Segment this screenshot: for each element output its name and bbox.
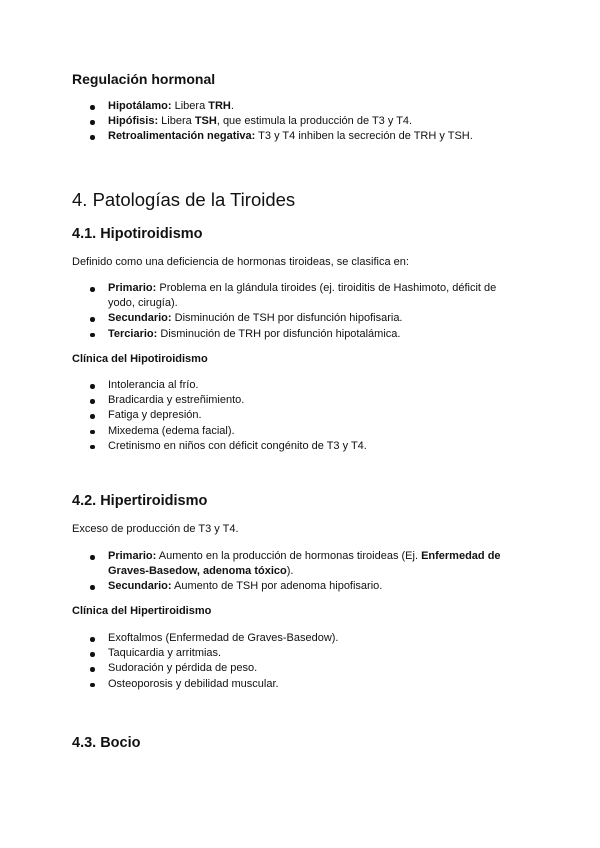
heading-clinica-hipo: Clínica del Hipotiroidismo [72, 353, 208, 365]
list-item [72, 114, 512, 129]
item-text: Libera [158, 115, 195, 128]
heading-hipotiroidismo: 4.1. Hipotiroidismo [72, 226, 203, 242]
item-text: Disminución de TSH por disfunción hipofisaria. [171, 312, 403, 325]
item-label: Secundario: [108, 312, 172, 325]
item-label: Primario: [108, 550, 157, 562]
item-label: Hipotálamo: [108, 100, 172, 112]
item-bold: TRH [208, 100, 231, 112]
item-text: , que estimula la producción de T3 y T4. [216, 115, 413, 128]
regulacion-list [72, 99, 512, 145]
item-label: Hipófisis: [108, 115, 159, 128]
hipo-intro: Definido como una deficiencia de hormonas tiroideas, se clasifica en: [72, 256, 409, 268]
list-item [72, 549, 512, 579]
list-item: Osteoporosis y debilidad muscular. [72, 677, 512, 692]
item-text: T3 y T4 inhiben la secreción de TRH y TSH. [255, 130, 473, 143]
hiper-types-list [72, 549, 512, 595]
item-text: Libera [171, 100, 209, 112]
heading-section-4: 4. Patologías de la Tiroides [72, 189, 296, 210]
item-text: Aumento de TSH por adenoma hipofisario. [171, 580, 383, 593]
item-label: Primario: [108, 282, 157, 294]
item-label: Terciario: [108, 327, 158, 340]
heading-regulacion-hormonal: Regulación hormonal [72, 71, 216, 87]
heading-bocio: 4.3. Bocio [72, 735, 141, 751]
list-item [72, 311, 512, 326]
list-item [72, 99, 512, 114]
list-item [72, 129, 512, 144]
item-label: Retroalimentación negativa: [108, 130, 256, 143]
heading-hipertiroidismo: 4.2. Hipertiroidismo [72, 493, 208, 509]
item-text: Disminución de TRH por disfunción hipotalámica. [157, 327, 401, 340]
item-text: Aumento en la producción de hormonas tiroideas (Ej. [156, 550, 422, 562]
list-item: Exoftalmos (Enfermedad de Graves-Basedow). [72, 631, 512, 646]
list-item: Intolerancia al frío. [72, 378, 512, 393]
item-text: . [230, 100, 234, 112]
list-item: Sudoración y pérdida de peso. [72, 661, 512, 676]
item-text: Problema en la glándula tiroides (ej. tiroiditis de Hashimoto, déficit de yodo, cirugía). [108, 282, 497, 310]
list-item: Taquicardia y arritmias. [72, 646, 512, 661]
item-text: ). [286, 565, 294, 578]
item-bold: TSH [194, 115, 217, 128]
list-item: Fatiga y depresión. [72, 408, 512, 423]
list-item [72, 579, 512, 594]
item-bold: Enfermedad de Graves-Basedow, adenoma tóxico [108, 550, 501, 578]
item-label: Secundario: [108, 580, 172, 593]
list-item: Bradicardia y estreñimiento. [72, 393, 512, 408]
hiper-intro: Exceso de producción de T3 y T4. [72, 523, 239, 535]
list-item [72, 327, 512, 342]
list-item [72, 281, 512, 311]
hipo-types-list [72, 281, 512, 342]
hipo-clinica-list [72, 378, 512, 454]
list-item: Cretinismo en niños con déficit congénito de T3 y T4. [72, 439, 512, 454]
heading-clinica-hiper: Clínica del Hipertiroidismo [72, 605, 212, 617]
list-item: Mixedema (edema facial). [72, 424, 512, 439]
hiper-clinica-list [72, 631, 512, 692]
